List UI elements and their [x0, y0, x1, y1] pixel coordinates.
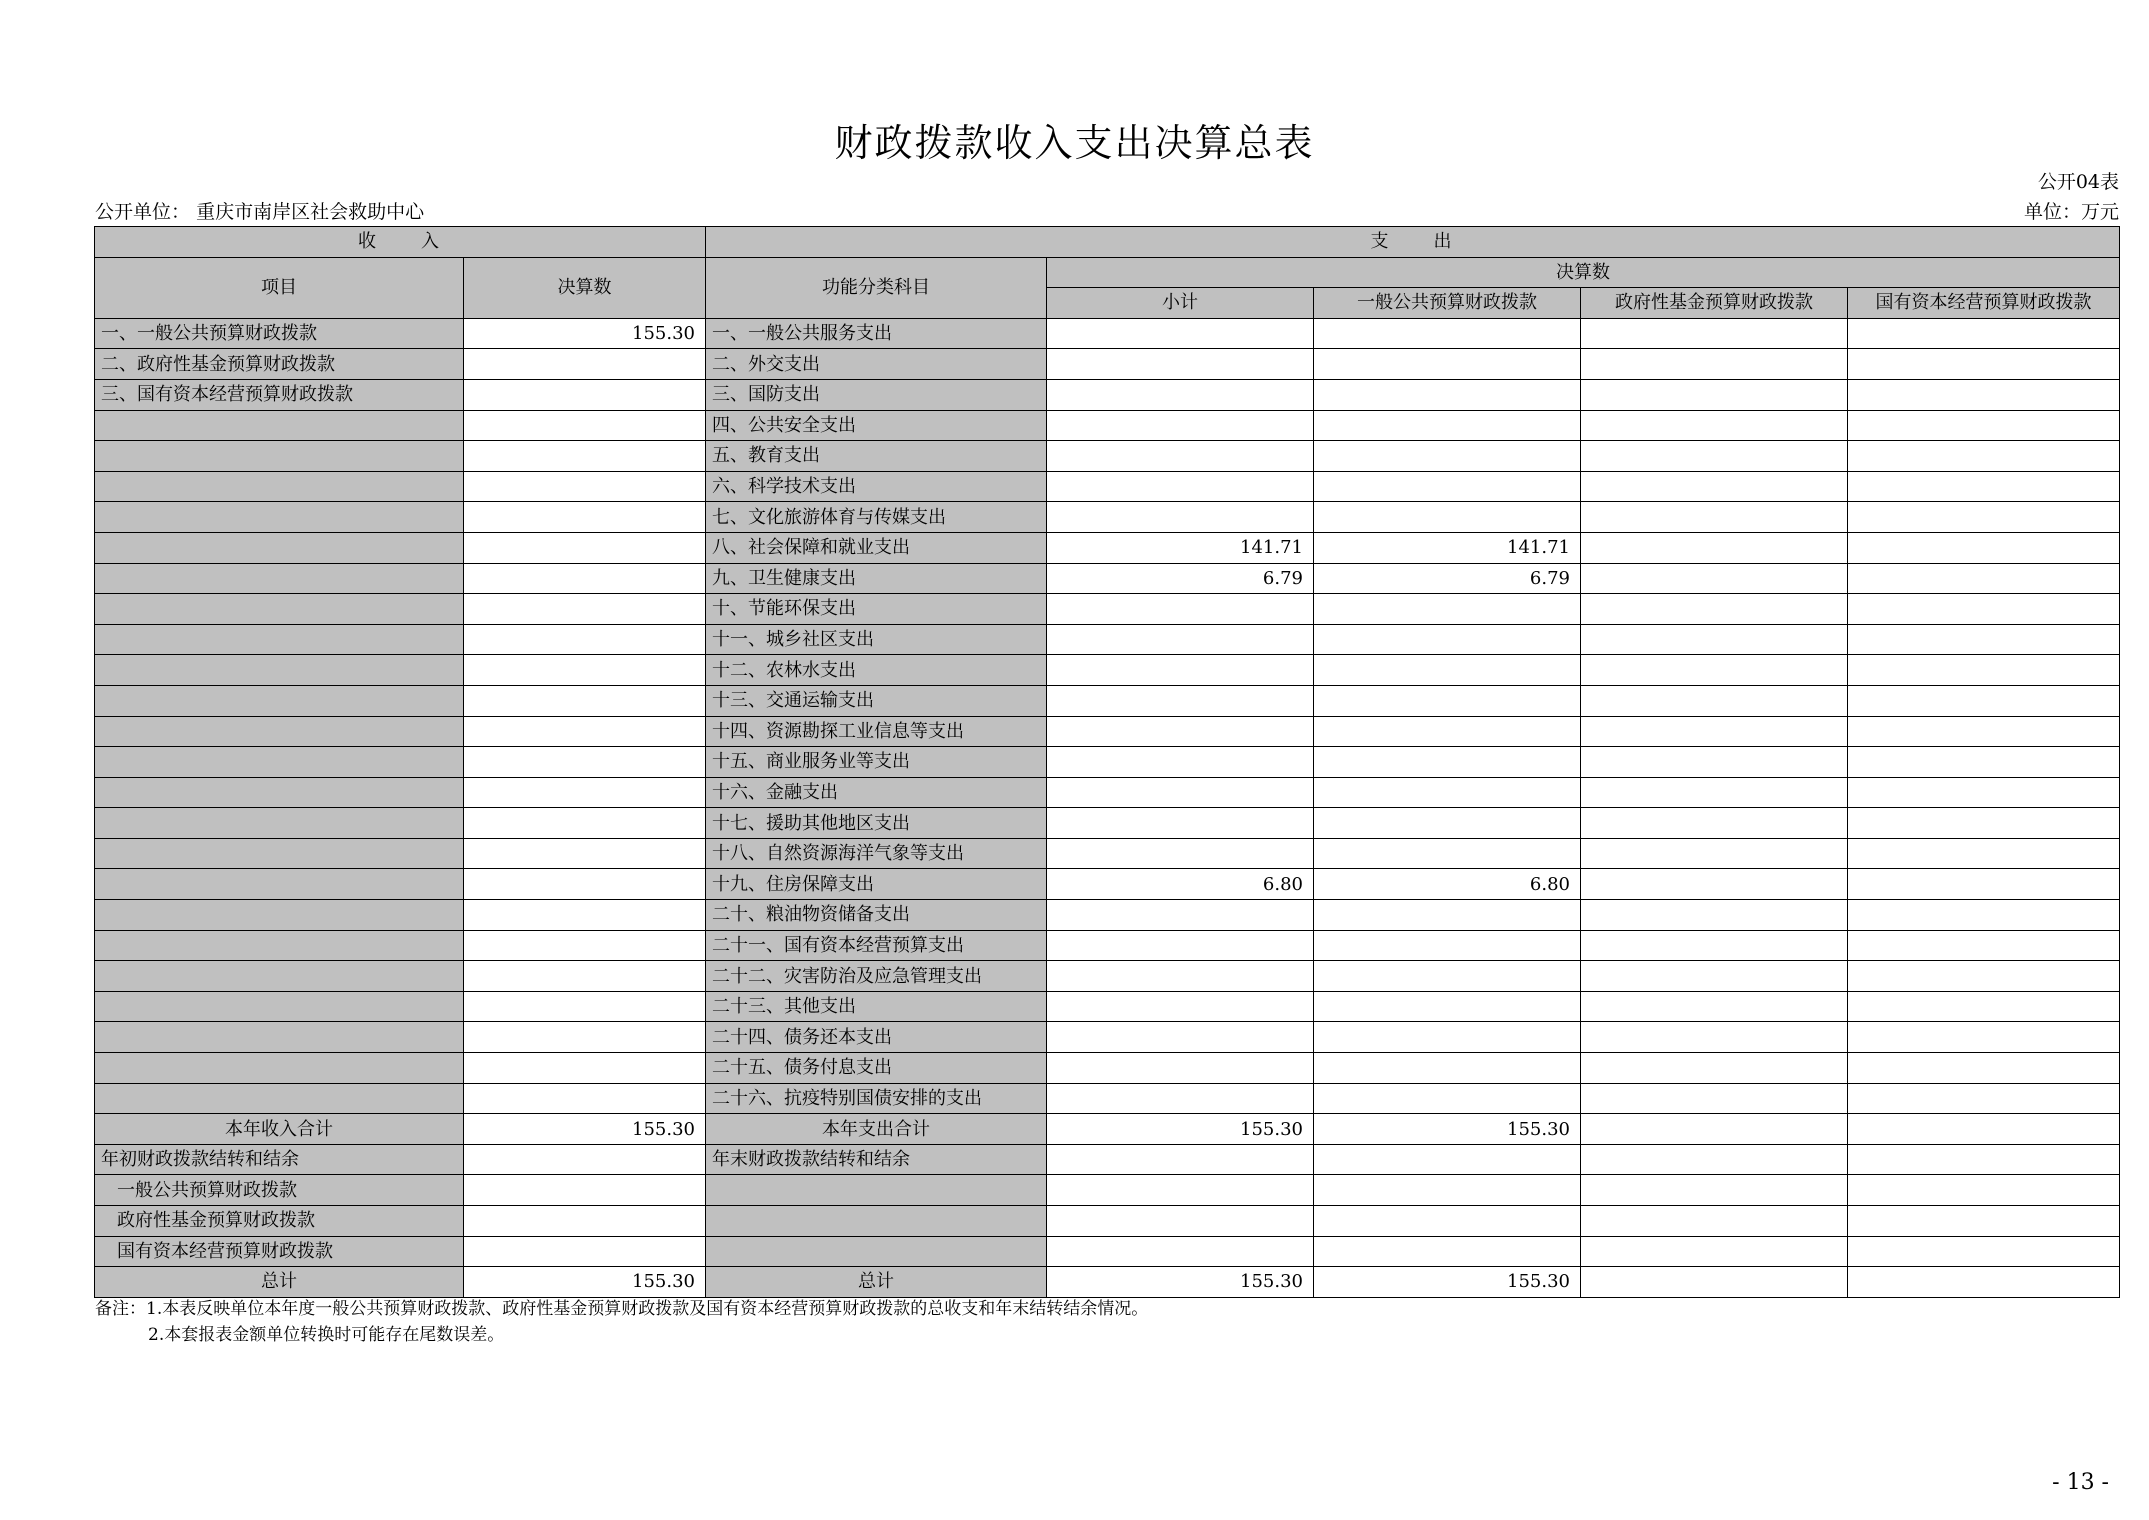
table-row [95, 441, 2120, 472]
subtotal-cell [1047, 655, 1314, 686]
blank-cell [1848, 1206, 2120, 1237]
subtotal-cell [1047, 594, 1314, 625]
income-item-cell [95, 563, 464, 594]
gen-budget-cell [1314, 747, 1581, 778]
gen-budget-cell [1314, 441, 1581, 472]
gen-budget-cell [1314, 624, 1581, 655]
gen-budget-cell [1314, 1083, 1581, 1114]
gen-budget-cell: 6.79 [1314, 563, 1581, 594]
state-capital-cell [1848, 594, 2120, 625]
income-item-cell [95, 410, 464, 441]
blank-cell [706, 1236, 1047, 1267]
table-row [95, 563, 2120, 594]
table-row [95, 655, 2120, 686]
page-title: 财政拨款收入支出决算总表 [834, 121, 1315, 165]
expense-item-cell: 二十一、国有资本经营预算支出 [706, 930, 1047, 961]
gov-fund-cell [1581, 349, 1848, 380]
gen-budget-cell [1314, 838, 1581, 869]
table-row [95, 1236, 2120, 1267]
blank-cell [706, 1175, 1047, 1206]
gov-fund-cell [1581, 747, 1848, 778]
notes [95, 1296, 1148, 1348]
exp-total-subtotal: 155.30 [1047, 1114, 1314, 1145]
income-item-cell [95, 685, 464, 716]
gov-fund-cell [1581, 930, 1848, 961]
income-amount-cell [464, 379, 706, 410]
note-2: 2.本套报表金额单位转换时可能存在尾数误差。 [148, 1325, 505, 1345]
income-amount-cell [464, 594, 706, 625]
state-capital-cell [1848, 838, 2120, 869]
expense-item-cell: 二十五、债务付息支出 [706, 1053, 1047, 1084]
gov-fund-cell [1581, 410, 1848, 441]
gov-fund-cell [1581, 869, 1848, 900]
table-row [95, 471, 2120, 502]
table-row [95, 716, 2120, 747]
table-row [95, 685, 2120, 716]
income-amount-cell [464, 655, 706, 686]
income-item-cell [95, 1053, 464, 1084]
state-capital-cell [1848, 471, 2120, 502]
state-capital-cell [1848, 991, 2120, 1022]
gov-fund-cell [1581, 1083, 1848, 1114]
table-row [95, 777, 2120, 808]
item-header: 项目 [95, 257, 464, 318]
blank-cell [1314, 1175, 1581, 1206]
state-capital-cell [1848, 318, 2120, 349]
func-category-header: 功能分类科目 [706, 257, 1047, 318]
expense-item-cell: 十三、交通运输支出 [706, 685, 1047, 716]
subtotal-cell [1047, 1083, 1314, 1114]
income-amount-cell [464, 869, 706, 900]
table-row [95, 869, 2120, 900]
expense-item-cell: 五、教育支出 [706, 441, 1047, 472]
income-amount-cell [464, 1053, 706, 1084]
gov-fund-cell [1581, 716, 1848, 747]
subtotal-cell [1047, 838, 1314, 869]
table-row [95, 379, 2120, 410]
carry-in-label: 年初财政拨款结转和结余 [95, 1144, 464, 1175]
gov-fund-cell [1581, 563, 1848, 594]
table-row [95, 532, 2120, 563]
blank-cell [1314, 1236, 1581, 1267]
table-row [95, 930, 2120, 961]
budget-table [94, 226, 2120, 1298]
table-row [95, 961, 2120, 992]
table-row [95, 318, 2120, 349]
income-item-cell [95, 808, 464, 839]
income-amount-cell [464, 930, 706, 961]
gen-budget-cell: 141.71 [1314, 532, 1581, 563]
income-item-cell [95, 991, 464, 1022]
income-amount-cell [464, 1022, 706, 1053]
state-capital-cell [1848, 502, 2120, 533]
gov-fund-cell [1581, 838, 1848, 869]
gov-fund-cell [1581, 471, 1848, 502]
income-item-cell: 一、一般公共预算财政拨款 [95, 318, 464, 349]
income-amount-cell [464, 716, 706, 747]
income-amount-cell [464, 777, 706, 808]
grand-total-cap [1848, 1267, 2120, 1298]
income-item-cell [95, 1022, 464, 1053]
subtotal-cell: 6.79 [1047, 563, 1314, 594]
gen-budget-cell [1314, 716, 1581, 747]
gen-budget-cell [1314, 930, 1581, 961]
gen-budget-cell [1314, 655, 1581, 686]
table-row [95, 1114, 2120, 1145]
income-amount-cell [464, 502, 706, 533]
unit-line [95, 197, 2119, 221]
state-capital-cell [1848, 532, 2120, 563]
currency-label: 单位：万元 [2023, 201, 2119, 223]
income-item-cell [95, 716, 464, 747]
blank-cell [1581, 1206, 1848, 1237]
expense-item-cell: 二十二、灾害防治及应急管理支出 [706, 961, 1047, 992]
table-row [95, 1083, 2120, 1114]
table-row [95, 624, 2120, 655]
carry-in-amount [464, 1144, 706, 1175]
gov-fund-cell [1581, 777, 1848, 808]
subtotal-cell [1047, 991, 1314, 1022]
subtotal-cell [1047, 318, 1314, 349]
gov-fund-cell [1581, 808, 1848, 839]
table-row [95, 838, 2120, 869]
state-capital-cell [1848, 869, 2120, 900]
blank-cell [1581, 1175, 1848, 1206]
table-row [95, 900, 2120, 931]
exp-total-gen: 155.30 [1314, 1114, 1581, 1145]
gen-budget-cell [1314, 808, 1581, 839]
gen-budget-cell [1314, 961, 1581, 992]
expense-item-cell: 四、公共安全支出 [706, 410, 1047, 441]
income-item-cell [95, 441, 464, 472]
carry-out-fund [1581, 1144, 1848, 1175]
grand-total-gen: 155.30 [1314, 1267, 1581, 1298]
expense-item-cell: 十四、资源勘探工业信息等支出 [706, 716, 1047, 747]
state-capital-header: 国有资本经营预算财政拨款 [1848, 288, 2120, 319]
subtotal-cell [1047, 747, 1314, 778]
income-amount-cell [464, 532, 706, 563]
subtotal-cell [1047, 961, 1314, 992]
income-item-cell [95, 655, 464, 686]
gov-fund-cell [1581, 532, 1848, 563]
table-row [95, 349, 2120, 380]
income-item-cell [95, 502, 464, 533]
grand-total-out-label: 总计 [706, 1267, 1047, 1298]
expense-item-cell: 十五、商业服务业等支出 [706, 747, 1047, 778]
grand-total-in: 155.30 [464, 1267, 706, 1298]
table-row [95, 1022, 2120, 1053]
expense-item-cell: 十九、住房保障支出 [706, 869, 1047, 900]
state-capital-cell [1848, 624, 2120, 655]
table-body [95, 318, 2120, 1113]
gen-budget-cell [1314, 1022, 1581, 1053]
expense-item-cell: 二十四、债务还本支出 [706, 1022, 1047, 1053]
gov-fund-cell [1581, 379, 1848, 410]
income-amount-cell [464, 991, 706, 1022]
blank-cell [1848, 1236, 2120, 1267]
subtotal-cell [1047, 624, 1314, 655]
income-item-cell [95, 900, 464, 931]
income-item-cell [95, 624, 464, 655]
income-amount-cell: 155.30 [464, 318, 706, 349]
carry-out-gen [1314, 1144, 1581, 1175]
blank-cell [1314, 1206, 1581, 1237]
gen-budget-cell [1314, 594, 1581, 625]
state-capital-cell [1848, 930, 2120, 961]
exp-total-fund [1581, 1114, 1848, 1145]
income-amount-cell [464, 349, 706, 380]
income-item-cell [95, 930, 464, 961]
gen-budget-cell [1314, 502, 1581, 533]
grand-total-sub: 155.30 [1047, 1267, 1314, 1298]
table-row [95, 1144, 2120, 1175]
table-row [95, 410, 2120, 441]
subtotal-cell [1047, 1022, 1314, 1053]
table-row [95, 808, 2120, 839]
gov-fund-cell [1581, 991, 1848, 1022]
gen-budget-cell [1314, 410, 1581, 441]
expense-item-cell: 二十三、其他支出 [706, 991, 1047, 1022]
income-amount-cell [464, 441, 706, 472]
gov-fund-cell [1581, 502, 1848, 533]
state-capital-cell [1848, 563, 2120, 594]
subtotal-cell: 141.71 [1047, 532, 1314, 563]
expense-item-cell: 一、一般公共服务支出 [706, 318, 1047, 349]
subtotal-cell [1047, 685, 1314, 716]
subtotal-cell [1047, 716, 1314, 747]
state-capital-cell [1848, 1022, 2120, 1053]
grand-total-fund [1581, 1267, 1848, 1298]
gen-budget-cell [1314, 991, 1581, 1022]
subtotal-cell [1047, 808, 1314, 839]
note-1: 备注：1.本表反映单位本年度一般公共预算财政拨款、政府性基金预算财政拨款及国有资本经营预算财政拨款的总收支和年末结转结余情况。 [95, 1299, 1149, 1319]
table-row [95, 1206, 2120, 1237]
state-capital-cell [1848, 1053, 2120, 1084]
gen-budget-header: 一般公共预算财政拨款 [1314, 288, 1581, 319]
expense-item-cell: 十、节能环保支出 [706, 594, 1047, 625]
gen-budget-cell: 6.80 [1314, 869, 1581, 900]
income-item-cell [95, 838, 464, 869]
expense-item-cell: 六、科学技术支出 [706, 471, 1047, 502]
gov-fund-header: 政府性基金预算财政拨款 [1581, 288, 1848, 319]
income-amount-cell [464, 961, 706, 992]
unit-name: 重庆市南岸区社会救助中心 [196, 201, 425, 223]
state-capital-cell [1848, 716, 2120, 747]
income-amount-cell [464, 900, 706, 931]
gov-fund-cell [1581, 655, 1848, 686]
carry-sub-cap-amount [464, 1236, 706, 1267]
carry-out-cap [1848, 1144, 2120, 1175]
subtotal-cell [1047, 1053, 1314, 1084]
gov-fund-cell [1581, 594, 1848, 625]
carry-out-label: 年末财政拨款结转和结余 [706, 1144, 1047, 1175]
blank-cell [1848, 1175, 2120, 1206]
expense-item-cell: 十八、自然资源海洋气象等支出 [706, 838, 1047, 869]
gen-budget-cell [1314, 471, 1581, 502]
expense-item-cell: 二、外交支出 [706, 349, 1047, 380]
income-amount-cell [464, 624, 706, 655]
state-capital-cell [1848, 808, 2120, 839]
expense-header: 支 出 [706, 227, 2120, 258]
income-item-cell [95, 747, 464, 778]
carry-sub-gen-label: 一般公共预算财政拨款 [95, 1175, 464, 1206]
gov-fund-cell [1581, 685, 1848, 716]
gov-fund-cell [1581, 900, 1848, 931]
expense-item-cell: 九、卫生健康支出 [706, 563, 1047, 594]
income-amount-cell [464, 563, 706, 594]
expense-item-cell: 十二、农林水支出 [706, 655, 1047, 686]
subtotal-cell [1047, 441, 1314, 472]
blank-cell [1047, 1206, 1314, 1237]
state-capital-cell [1848, 685, 2120, 716]
subtotal-cell [1047, 379, 1314, 410]
carry-sub-fund-label: 政府性基金预算财政拨款 [95, 1206, 464, 1237]
exp-total-label: 本年支出合计 [706, 1114, 1047, 1145]
income-item-cell [95, 777, 464, 808]
table-summary [95, 1114, 2120, 1298]
table-row [95, 991, 2120, 1022]
subtotal-cell [1047, 502, 1314, 533]
blank-cell [1047, 1236, 1314, 1267]
income-amount-cell [464, 808, 706, 839]
income-header: 收 入 [95, 227, 706, 258]
state-capital-cell [1848, 777, 2120, 808]
income-total-label: 本年收入合计 [95, 1114, 464, 1145]
income-amount-cell [464, 685, 706, 716]
carry-sub-fund-amount [464, 1206, 706, 1237]
carry-out-sub [1047, 1144, 1314, 1175]
gen-budget-cell [1314, 349, 1581, 380]
expense-item-cell: 三、国防支出 [706, 379, 1047, 410]
blank-cell [706, 1206, 1047, 1237]
gen-budget-cell [1314, 777, 1581, 808]
income-total: 155.30 [464, 1114, 706, 1145]
state-capital-cell [1848, 1083, 2120, 1114]
income-item-cell [95, 869, 464, 900]
blank-cell [1047, 1175, 1314, 1206]
gov-fund-cell [1581, 1053, 1848, 1084]
state-capital-cell [1848, 900, 2120, 931]
carry-sub-cap-label: 国有资本经营预算财政拨款 [95, 1236, 464, 1267]
state-capital-cell [1848, 747, 2120, 778]
page-number: - 13 - [2052, 1470, 2109, 1495]
income-amount-cell [464, 747, 706, 778]
subtotal-cell [1047, 900, 1314, 931]
expense-item-cell: 十七、援助其他地区支出 [706, 808, 1047, 839]
gov-fund-cell [1581, 318, 1848, 349]
state-capital-cell [1848, 441, 2120, 472]
unit-info [95, 197, 424, 224]
expense-item-cell: 八、社会保障和就业支出 [706, 532, 1047, 563]
subtotal-cell [1047, 471, 1314, 502]
blank-cell [1581, 1236, 1848, 1267]
state-capital-cell [1848, 410, 2120, 441]
form-number: 公开04表 [2037, 171, 2119, 193]
subtotal-cell [1047, 777, 1314, 808]
gov-fund-cell [1581, 441, 1848, 472]
income-amount-cell [464, 838, 706, 869]
gen-budget-cell [1314, 685, 1581, 716]
table-row [95, 747, 2120, 778]
state-capital-cell [1848, 655, 2120, 686]
table-row [95, 1053, 2120, 1084]
table-row [95, 502, 2120, 533]
gen-budget-cell [1314, 318, 1581, 349]
subtotal-cell: 6.80 [1047, 869, 1314, 900]
state-capital-cell [1848, 379, 2120, 410]
state-capital-cell [1848, 349, 2120, 380]
subtotal-cell [1047, 349, 1314, 380]
gen-budget-cell [1314, 900, 1581, 931]
carry-sub-gen-amount [464, 1175, 706, 1206]
expense-item-cell: 二十六、抗疫特别国债安排的支出 [706, 1083, 1047, 1114]
income-item-cell [95, 471, 464, 502]
gen-budget-cell [1314, 1053, 1581, 1084]
settle-header: 决算数 [1047, 257, 2120, 288]
table-row [95, 594, 2120, 625]
subtotal-cell [1047, 410, 1314, 441]
table-row [95, 1267, 2120, 1298]
expense-item-cell: 二十、粮油物资储备支出 [706, 900, 1047, 931]
table-row [95, 1175, 2120, 1206]
gen-budget-cell [1314, 379, 1581, 410]
amount-header: 决算数 [464, 257, 706, 318]
expense-item-cell: 十一、城乡社区支出 [706, 624, 1047, 655]
income-item-cell: 三、国有资本经营预算财政拨款 [95, 379, 464, 410]
income-item-cell [95, 594, 464, 625]
state-capital-cell [1848, 961, 2120, 992]
income-item-cell [95, 532, 464, 563]
subtotal-cell [1047, 930, 1314, 961]
income-amount-cell [464, 1083, 706, 1114]
gov-fund-cell [1581, 961, 1848, 992]
grand-total-in-label: 总计 [95, 1267, 464, 1298]
subtotal-header: 小计 [1047, 288, 1314, 319]
income-item-cell: 二、政府性基金预算财政拨款 [95, 349, 464, 380]
expense-item-cell: 十六、金融支出 [706, 777, 1047, 808]
income-item-cell [95, 1083, 464, 1114]
unit-label: 公开单位： [95, 201, 191, 223]
income-item-cell [95, 961, 464, 992]
income-amount-cell [464, 471, 706, 502]
gov-fund-cell [1581, 1022, 1848, 1053]
gov-fund-cell [1581, 624, 1848, 655]
expense-item-cell: 七、文化旅游体育与传媒支出 [706, 502, 1047, 533]
exp-total-cap [1848, 1114, 2120, 1145]
income-amount-cell [464, 410, 706, 441]
